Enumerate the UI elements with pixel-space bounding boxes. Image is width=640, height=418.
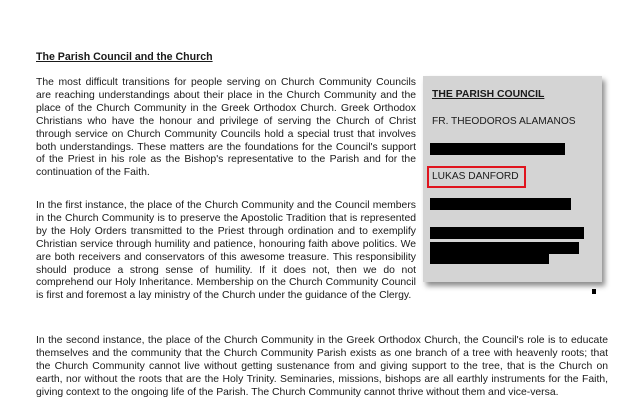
redacted-name-bar [430, 227, 584, 239]
highlighted-member-box [427, 166, 526, 188]
redacted-name-bar [430, 252, 549, 264]
paragraph-second-instance: In the second instance, the place of the Church Community in the Greek Orthodox Church, the Council's role is to educate themselves and the community that the Church Community Parish exists as one branch of a tree with heavenly roots; that the Church Community cannot live without getting sustenance from and giving support to the tree, that is the Church on earth, nor without the roots that are the Holy Trinity. Seminaries, missions, bishops are all earthly instruments for the Faith, giving context to the ongoing life of the Parish. The Church Community cannot thrive without them and vice-versa. [36, 335, 608, 398]
redaction-fragment [592, 289, 596, 294]
highlighted-member-name: LUKAS DANFORD [432, 171, 519, 182]
section-heading: The Parish Council and the Church [36, 51, 213, 63]
parish-council-sidebar [423, 76, 602, 282]
redacted-name-bar [430, 198, 571, 210]
paragraph-first-instance: In the first instance, the place of the Church Community and the Council members in the Church Community is to preserve the Apostolic Tradition that is represented by the Holy Orders transmitted to the Priest through ordination and to exemplify Christian service through humility and patience, honouring faith above politics. We are both receivers and conservators of this awesome treasure. This responsibility should produce a strong sense of humility. If it does not, then we do not comprehend our Holy Inheritance. Membership on the Church Community Council is first and foremost a lay ministry of the Church under the guidance of the Clergy. [36, 200, 416, 302]
redacted-name-bar [430, 143, 565, 155]
sidebar-title: THE PARISH COUNCIL [432, 89, 545, 100]
sidebar-priest-name: FR. THEODOROS ALAMANOS [432, 116, 576, 127]
paragraph-intro: The most difficult transitions for people serving on Church Community Councils are reaching understandings about their place in the Church Community and the place of the Church Community in the Greek Orthodox Church. Greek Orthodox Christians who have the honour and privilege of serving the Church of Christ through service on Church Community Councils hold a special trust that involves both understandings. These matters are the foundations for the Council's support of the Priest in his role as the Bishop's representative to the Parish and for the continuation of the Faith. [36, 77, 416, 179]
